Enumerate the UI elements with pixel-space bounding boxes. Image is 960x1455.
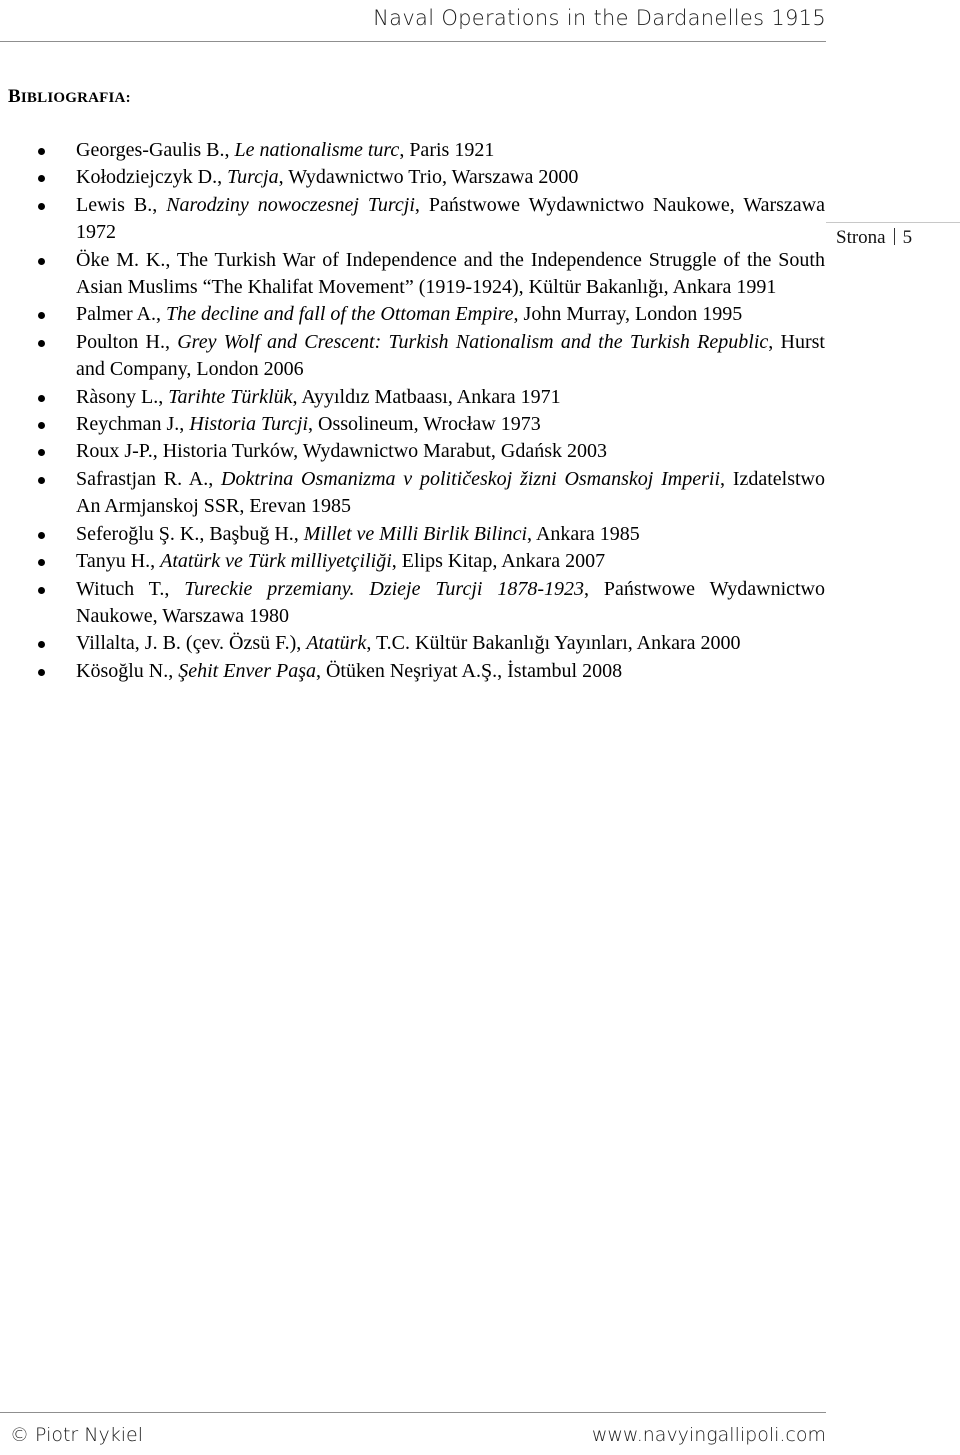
bibliography-entry: Wituch T., Tureckie przemiany. Dzieje Turcji 1878-1923, Państwowe Wydawnictwo Naukowe, Warszawa 1980 (0, 576, 825, 631)
heading-rest: IBLIOGRAFIA: (20, 90, 131, 106)
page-separator (894, 228, 895, 245)
bibliography-entry: Villalta, J. B. (çev. Özsü F.), Atatürk, T.C. Kültür Bakanlığı Yayınları, Ankara 2000 (0, 630, 825, 657)
bibliography-entry: Palmer A., The decline and fall of the Ottoman Empire, John Murray, London 1995 (0, 301, 825, 328)
page-label: Strona (836, 227, 886, 248)
bibliography-entry: Reychman J., Historia Turcji, Ossolineum, Wrocław 1973 (0, 411, 825, 438)
footer-copyright: © Piotr Nykiel (10, 1424, 143, 1446)
bibliography-entry: Kołodziejczyk D., Turcja, Wydawnictwo Trio, Warszawa 2000 (0, 164, 825, 191)
footer-rule (0, 1412, 826, 1413)
bibliography-entry: Safrastjan R. A., Doktrina Osmanizma v političeskoj žizni Osmanskoj Imperii, Izdatelstwo An Armjanskoj SSR, Erevan 1985 (0, 466, 825, 521)
running-header-title: Naval Operations in the Dardanelles 1915 (373, 6, 826, 30)
bibliography-entry: Georges-Gaulis B., Le nationalisme turc, Paris 1921 (0, 137, 825, 164)
page-number: 5 (902, 227, 913, 248)
header-rule (0, 41, 826, 42)
bibliography-entry: Poulton H., Grey Wolf and Crescent: Turkish Nationalism and the Turkish Republic, Hurst and Company, London 2006 (0, 329, 825, 384)
bibliography-entry: Seferoğlu Ş. K., Başbuğ H., Millet ve Milli Birlik Bilinci, Ankara 1985 (0, 521, 825, 548)
bibliography-entry: Lewis B., Narodziny nowoczesnej Turcji, Państwowe Wydawnictwo Naukowe, Warszawa 1972 (0, 192, 825, 247)
bibliography-entry: Roux J-P., Historia Turków, Wydawnictwo Marabut, Gdańsk 2003 (0, 438, 825, 465)
page-tab-rule (826, 222, 960, 223)
footer-website: www.navyingallipoli.com (591, 1424, 826, 1446)
bibliography-entry: Ràsony L., Tarihte Türklük, Ayyıldız Matbaası, Ankara 1971 (0, 384, 825, 411)
page-number-tab (836, 227, 912, 249)
bibliography-entry: Kösoğlu N., Şehit Enver Paşa, Ötüken Neşriyat A.Ş., İstambul 2008 (0, 658, 825, 685)
bibliography-list (0, 137, 825, 685)
bibliography-entry: Öke M. K., The Turkish War of Independence and the Independence Struggle of the South Asian Muslims “The Khalifat Movement” (1919-1924), Kültür Bakanlığı, Ankara 1991 (0, 247, 825, 302)
bibliography-entry: Tanyu H., Atatürk ve Türk milliyetçiliği, Elips Kitap, Ankara 2007 (0, 548, 825, 575)
heading-initial: B (8, 86, 21, 107)
section-heading (8, 86, 131, 108)
